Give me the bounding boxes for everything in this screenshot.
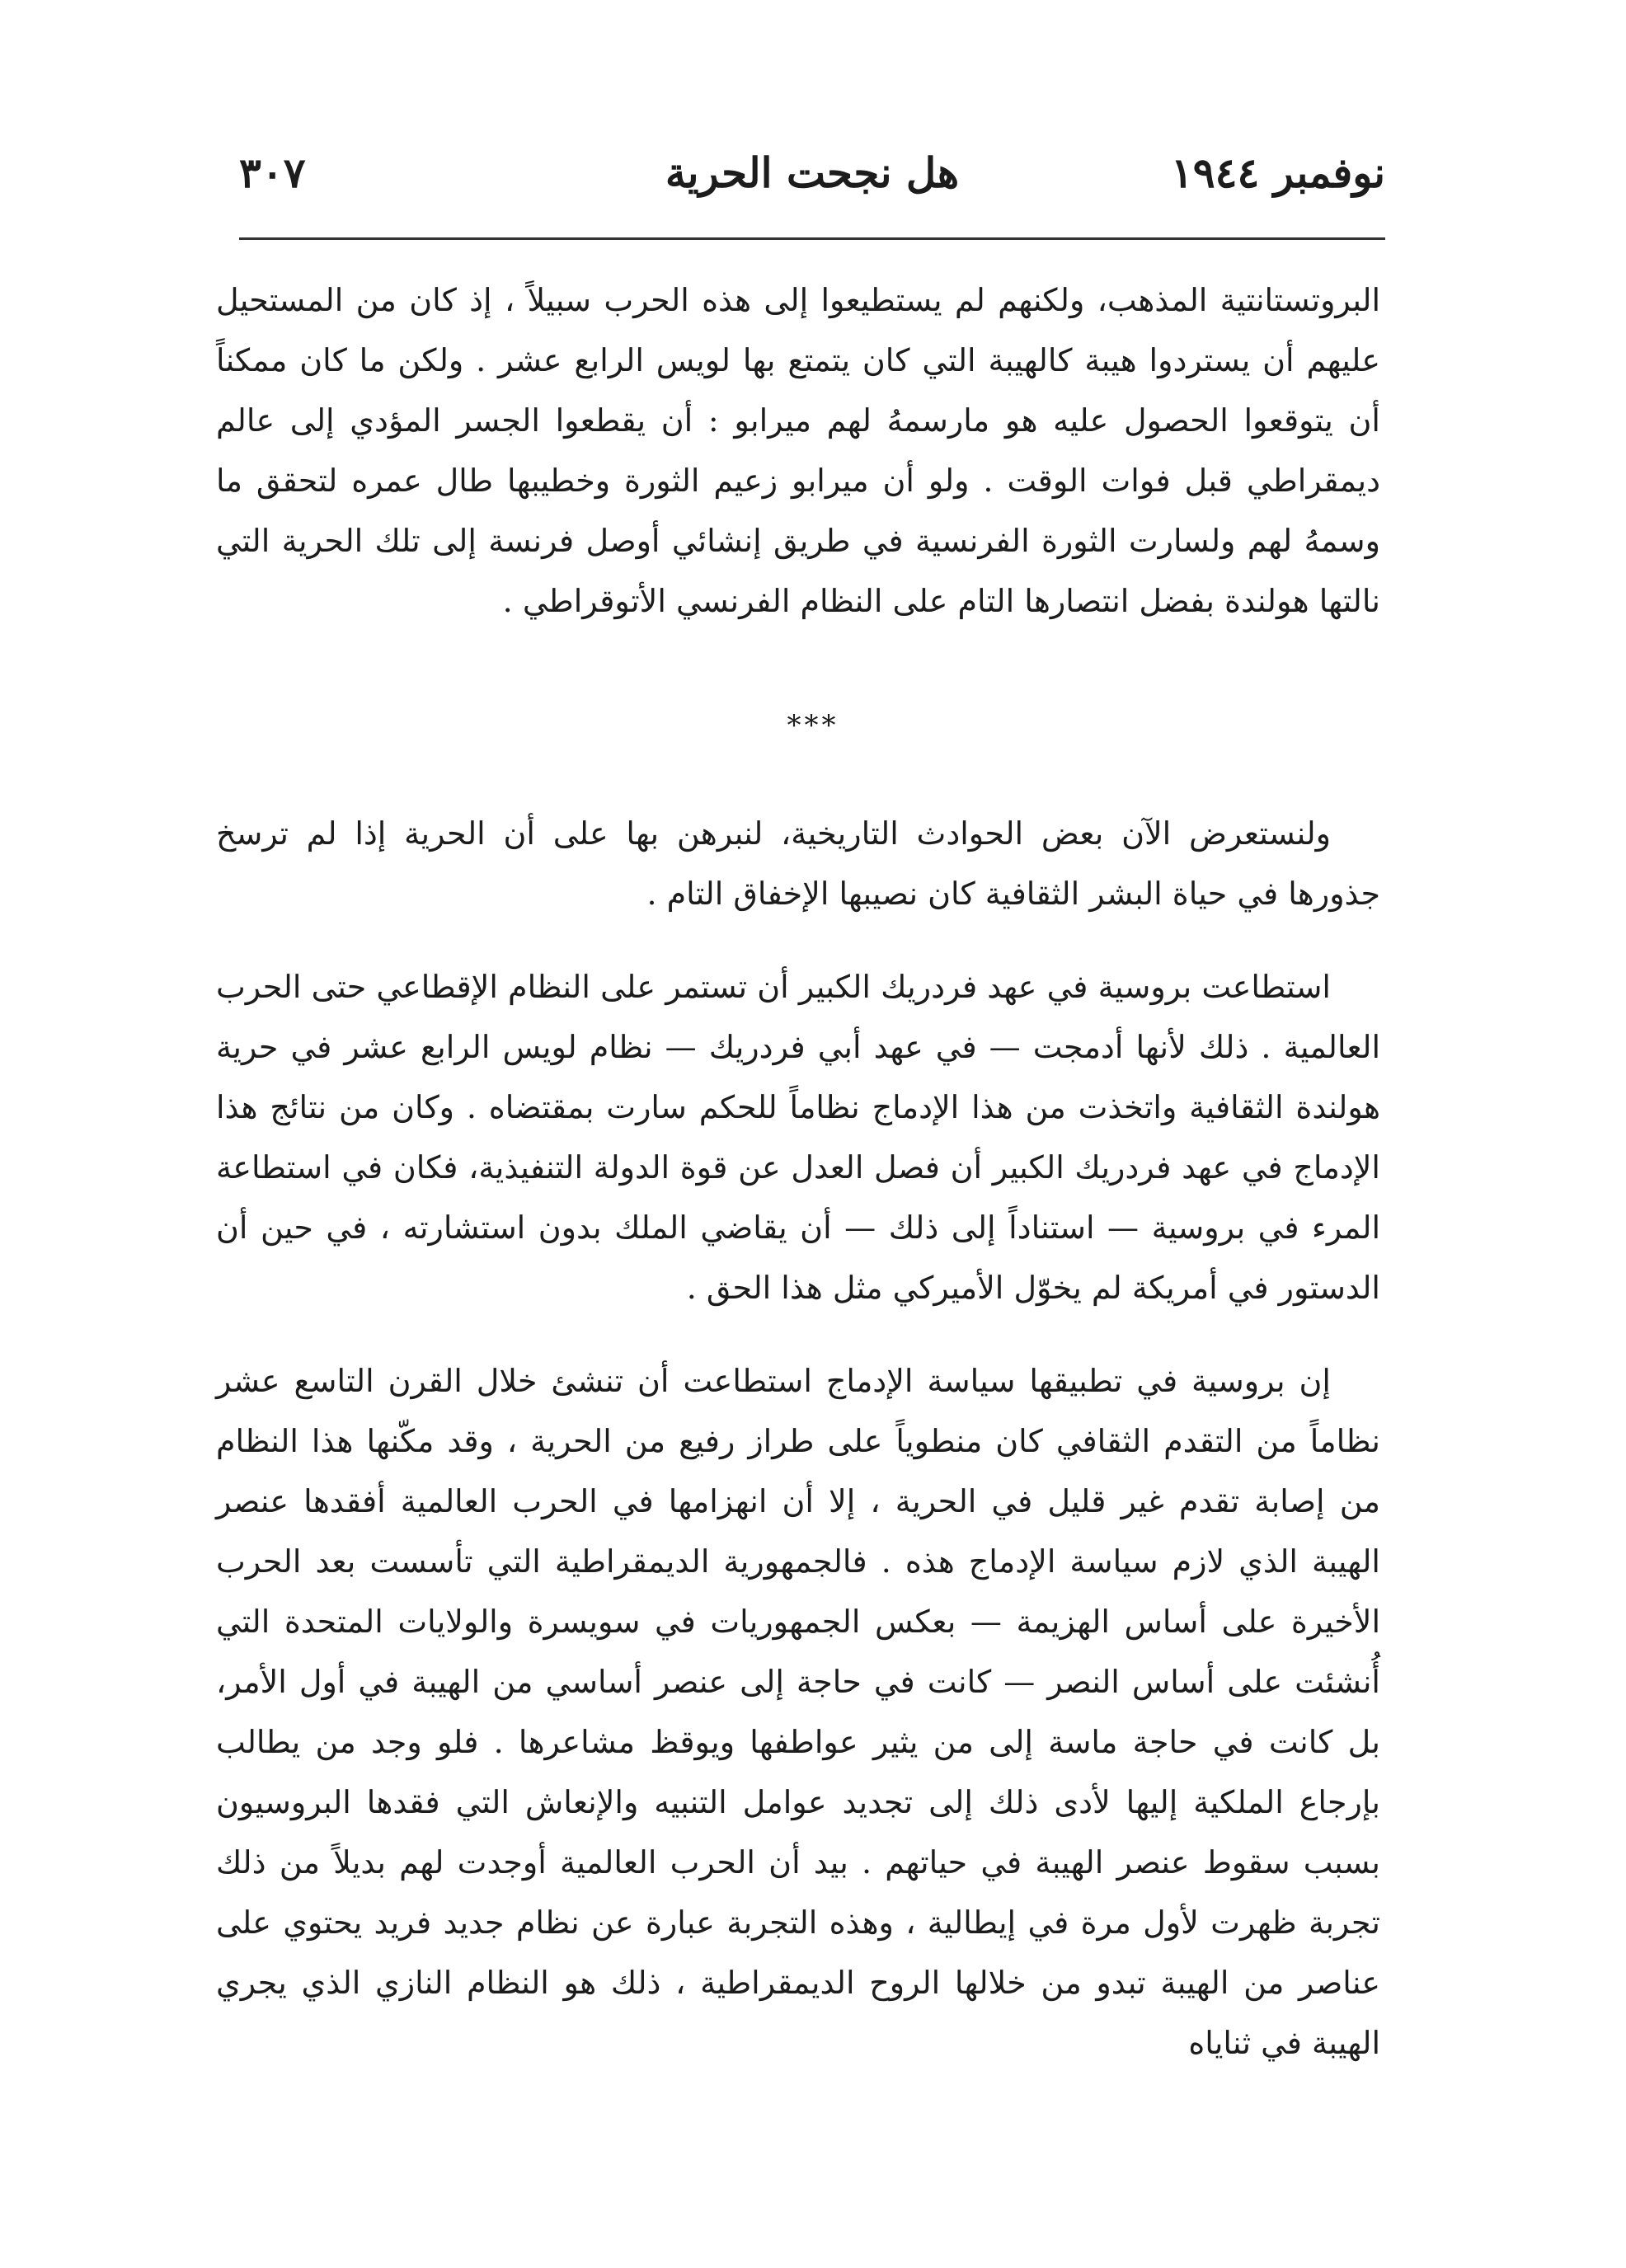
main-text-block — [216, 804, 1380, 2073]
paragraph-continued: البروتستانتية المذهب، ولكنهم لم يستطيعوا إلى هذه الحرب سبيلاً ، إذ كان من المستحيل عليهم أن يستردوا هيبة كالهيبة التي كان يتمتع بها لويس الرابع عشر . ولكن ما كان ممكناً أن يتوقعوا الحصول عليه هو مارسمهُ لهم ميرابو : أن يقطعوا الجسر المؤدي إلى عالم ديمقراطي قبل فوات الوقت . ولو أن ميرابو زعيم الثورة وخطيبها طال عمره لتحقق ما وسمهُ لهم ولسارت الثورة الفرنسية في طريق إنشائي أوصل فرنسة إلى تلك الحرية التي نالتها هولندة بفضل انتصارها التام على النظام الفرنسي الأتوقراطي . — [216, 282, 1380, 619]
section-separator: *** — [787, 709, 839, 742]
header-date: نوفمبر ١٩٤٤ — [1170, 148, 1385, 197]
header-rule — [239, 237, 1385, 240]
paragraph-intro: ولنستعرض الآن بعض الحوادث التاريخية، لنبرهن بها على أن الحرية إذا لم ترسخ جذورها في حياة البشر الثقافية كان نصيبها الإخفاق التام . — [216, 815, 1380, 912]
paragraph-integration-policy: إن بروسية في تطبيقها سياسة الإدماج استطاعت أن تنشئ خلال القرن التاسع عشر نظاماً من التقدم الثقافي كان منطوياً على طراز رفيع من الحرية ، وقد مكّنها هذا النظام من إصابة تقدم غير قليل في الحرية ، إلا أن انهزامها في الحرب العالمية أفقدها عنصر الهيبة الذي لازم سياسة الإدماج هذه . فالجمهورية الديمقراطية التي تأسست بعد الحرب الأخيرة على أساس الهزيمة — بعكس الجمهوريات في سويسرة والولايات المتحدة التي أُنشئت على أساس النصر — كانت في حاجة إلى عنصر أساسي من الهيبة في أول الأمر، بل كانت في حاجة ماسة إلى من يثير عواطفها ويوقظ مشاعرها . فلو وجد من يطالب بإرجاع الملكية إليها لأدى ذلك إلى تجديد عوامل التنبيه والإنعاش التي فقدها البروسيون بسبب سقوط عنصر الهيبة في حياتهم . بيد أن الحرب العالمية أوجدت لهم بديلاً من ذلك تجربة ظهرت لأول مرة في إيطالية ، وهذه التجربة عبارة عن نظام جديد فريد يحتوي على عناصر من الهيبة تبدو من خلالها الروح الديمقراطية ، ذلك هو النظام النازي الذي يجري الهيبة في ثناياه — [216, 1363, 1380, 2061]
header-title: هل نجحت الحرية — [665, 148, 960, 197]
running-head — [239, 140, 1385, 206]
page-number: ٣٠٧ — [239, 148, 306, 197]
paragraph-prussia: استطاعت بروسية في عهد فردريك الكبير أن تستمر على النظام الإقطاعي حتى الحرب العالمية . ذلك لأنها أدمجت — في عهد أبي فردريك — نظام لويس الرابع عشر في حرية هولندة الثقافية واتخذت من هذا الإدماج نظاماً للحكم سارت بمقتضاه . وكان من نتائج هذا الإدماج في عهد فردريك الكبير أن فصل العدل عن قوة الدولة التنفيذية، فكان في استطاعة المرء في بروسية — استناداً إلى ذلك — أن يقاضي الملك بدون استشارته ، في حين أن الدستور في أمريكة لم يخوّل الأميركي مثل هذا الحق . — [216, 969, 1380, 1306]
top-text-block — [216, 270, 1380, 632]
